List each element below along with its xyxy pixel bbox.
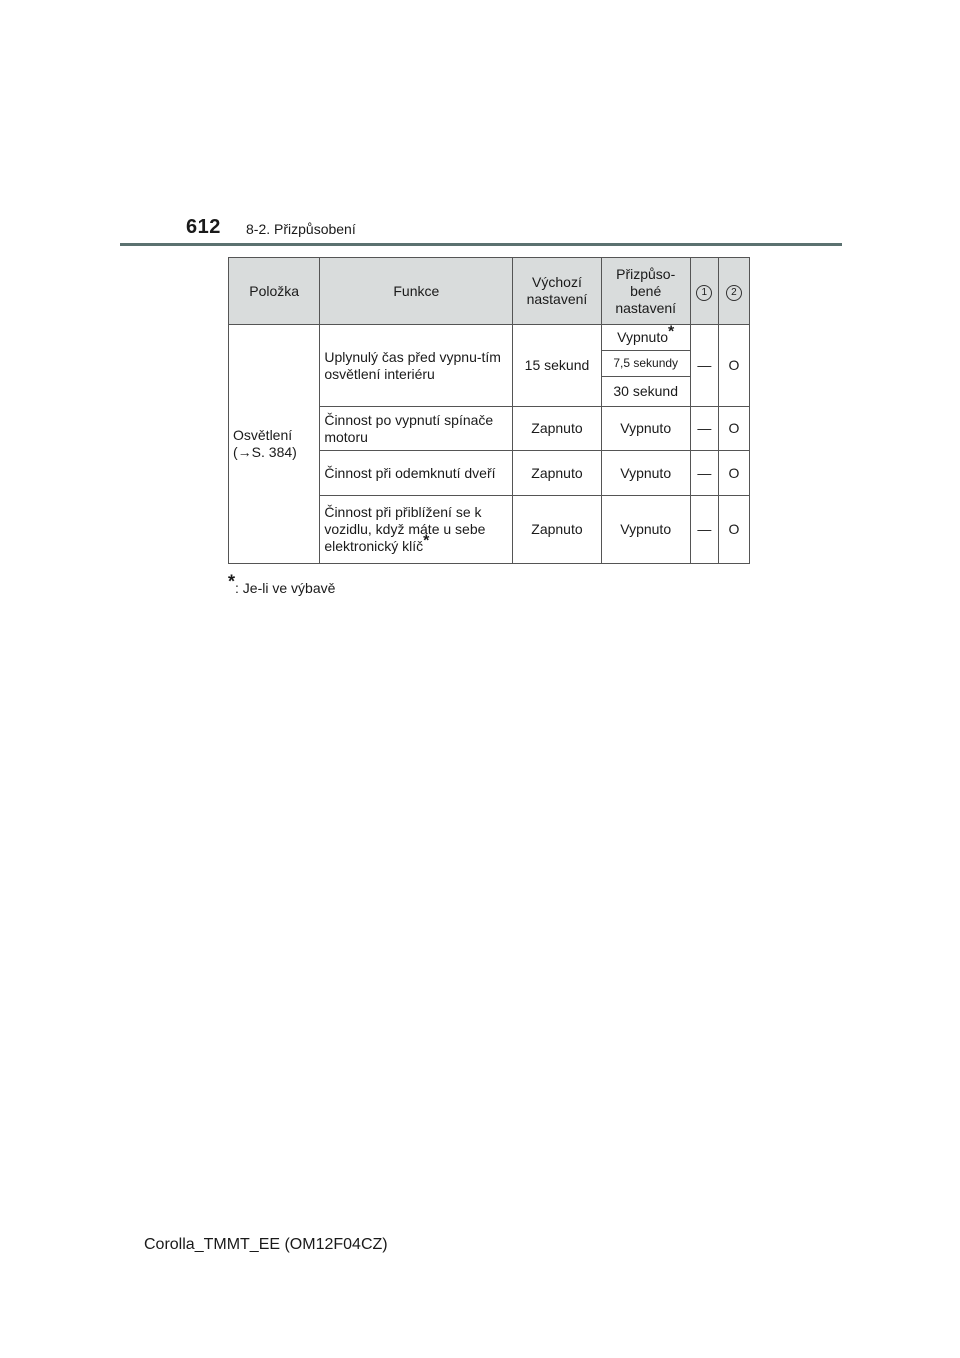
item-cell — [229, 325, 320, 564]
footnote — [228, 571, 336, 596]
mark-2-cell: O — [718, 407, 749, 451]
footnote-star: * — [228, 571, 236, 592]
document-id: Corolla_TMMT_EE (OM12F04CZ) — [144, 1236, 388, 1253]
mark-1-cell: — — [690, 496, 718, 564]
mark-1-cell: — — [690, 407, 718, 451]
page-number: 612 — [186, 216, 221, 238]
mark-2-cell: O — [718, 496, 749, 564]
item-page-reference: (→S. 384) — [233, 444, 297, 460]
custom-option-cell — [601, 325, 690, 351]
custom-cell: Vypnuto — [601, 451, 690, 496]
column-header-function: Funkce — [320, 258, 513, 325]
footnote-text: : Je-li ve výbavě — [235, 580, 336, 596]
column-header-custom: Přizpůso-bené nastavení — [601, 258, 690, 325]
footnote-star: * — [423, 532, 430, 550]
function-cell: Činnost po vypnutí spínače motoru — [320, 407, 513, 451]
function-cell: Činnost při odemknutí dveří — [320, 451, 513, 496]
function-text: Činnost při přiblížení se k vozidlu, když máte u sebe elektronický klíč — [324, 504, 486, 554]
custom-cell: Vypnuto — [601, 407, 690, 451]
section-title: 8-2. Přizpůsobení — [246, 221, 356, 237]
default-cell: Zapnuto — [513, 496, 601, 564]
footnote-star: * — [668, 323, 675, 341]
circled-number-2-icon: 2 — [726, 285, 742, 301]
table-row — [229, 325, 750, 351]
default-cell: Zapnuto — [513, 451, 601, 496]
mark-2-cell: O — [718, 451, 749, 496]
column-header-default: Výchozí nastavení — [513, 258, 601, 325]
settings-table — [228, 257, 750, 564]
item-label: Osvětlení — [233, 427, 293, 443]
column-header-mark-2 — [718, 258, 749, 325]
mark-1-cell: — — [690, 325, 718, 407]
default-cell: 15 sekund — [513, 325, 601, 407]
circled-number-1-icon: 1 — [696, 285, 712, 301]
custom-option: Vypnuto — [617, 329, 668, 345]
function-cell — [320, 496, 513, 564]
column-header-mark-1 — [690, 258, 718, 325]
custom-cell: Vypnuto — [601, 496, 690, 564]
column-header-item: Položka — [229, 258, 320, 325]
custom-option-cell: 7,5 sekundy — [601, 351, 690, 377]
function-cell: Uplynulý čas před vypnu-tím osvětlení interiéru — [320, 325, 513, 407]
custom-option-cell: 30 sekund — [601, 377, 690, 407]
mark-1-cell: — — [690, 451, 718, 496]
default-cell: Zapnuto — [513, 407, 601, 451]
header-divider — [120, 243, 842, 246]
table-header-row — [229, 258, 750, 325]
mark-2-cell: O — [718, 325, 749, 407]
